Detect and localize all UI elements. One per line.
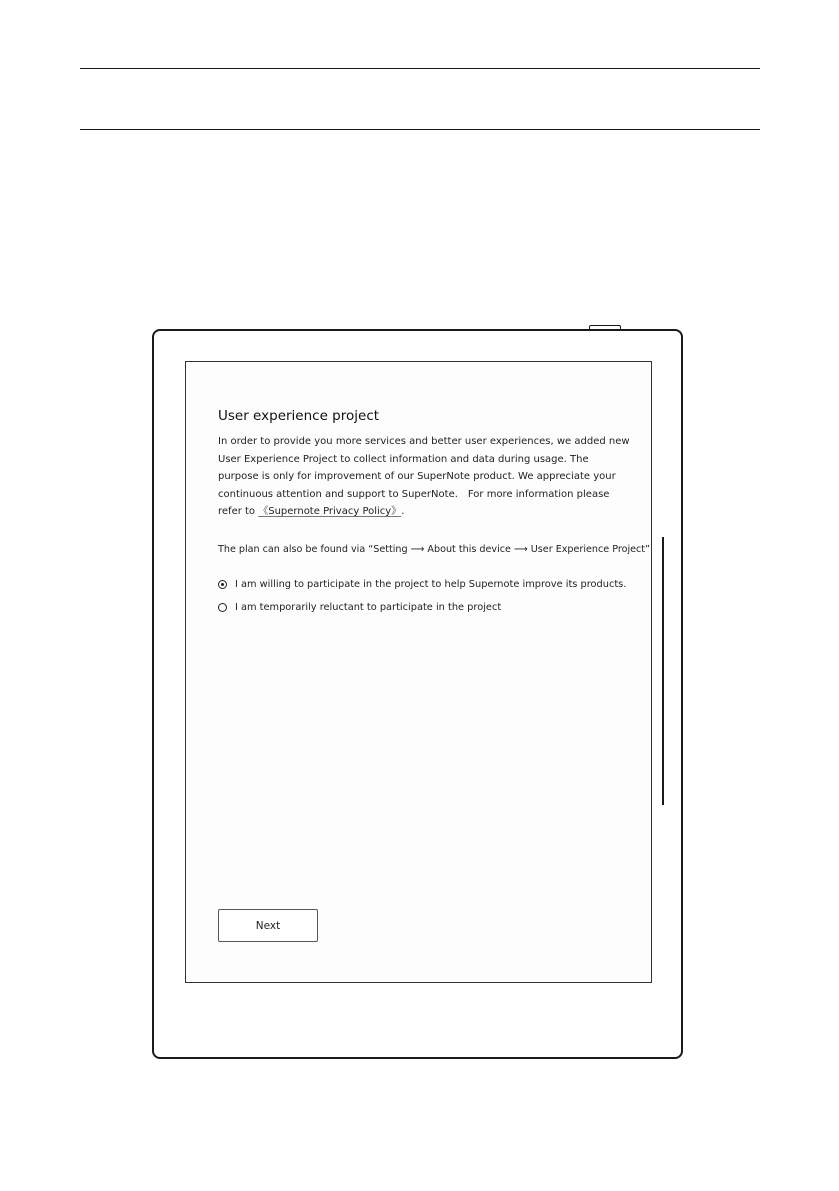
plan-location-text: The plan can also be found via “Setting ⟶ About this device ⟶ User Experience Project” <box>218 544 651 555</box>
intro-end: . <box>401 506 405 518</box>
device-screen <box>185 361 652 983</box>
option-decline[interactable] <box>218 602 501 613</box>
privacy-policy-link[interactable]: 《Supernote Privacy Policy》 <box>258 506 402 518</box>
intro-text: In order to provide you more services and better user experiences, we added new User Experience Project to collect information and data during usage. The purpose is only for improvement of our SuperNote product. We appreciate your continuous attention and support to SuperNote. For more information please refer to <box>218 436 630 518</box>
next-button[interactable]: Next <box>218 909 318 942</box>
page-title: User experience project <box>218 408 380 424</box>
header-rule-bottom <box>80 129 760 130</box>
header-rule-top <box>80 68 760 69</box>
option-decline-label: I am temporarily reluctant to participate in the project <box>235 602 502 613</box>
device-pen-strip <box>662 537 664 805</box>
radio-unselected-icon[interactable] <box>218 603 227 612</box>
option-participate-label: I am willing to participate in the project to help Supernote improve its products. <box>235 579 627 590</box>
radio-selected-icon[interactable] <box>218 580 227 589</box>
intro-paragraph <box>218 433 630 521</box>
option-participate[interactable] <box>218 579 626 590</box>
